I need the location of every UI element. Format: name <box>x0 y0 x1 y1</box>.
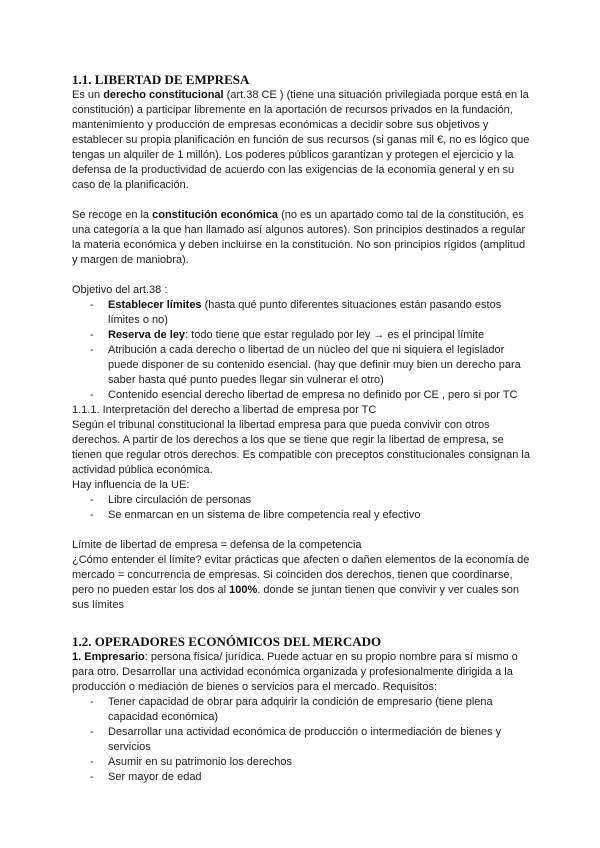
list-item: - Se enmarcan en un sistema de libre competencia real y efectivo <box>90 509 421 521</box>
dash-bullet: - <box>90 389 94 401</box>
document-page <box>72 66 532 785</box>
dash-bullet: - <box>90 726 94 738</box>
dash-bullet: - <box>90 329 94 341</box>
bold-term: constitución económica <box>152 209 279 221</box>
paragraph-constitucion-economica: Se recoge en la constitución económica (no es un apartado como tal de la constitución, es una categoría a la que han llamado así algunos autores). Son principios destinados a regular la materia económica y deben incluirse en la constitución. No son principios rígidos (amplitud y margen de maniobra). <box>72 209 526 266</box>
dash-bullet: - <box>90 299 94 311</box>
dash-bullet: - <box>90 771 94 783</box>
objetivo-label: Objetivo del art.38 : <box>72 284 168 296</box>
subsection-heading-interpretacion: 1.1.1. Interpretación del derecho a libertad de empresa por TC <box>72 404 377 416</box>
dash-bullet: - <box>90 756 94 768</box>
dash-bullet: - <box>90 696 94 708</box>
ue-list <box>72 493 532 523</box>
list-item: - Contenido esencial derecho libertad de empresa no definido por CE , pero si por TC <box>90 389 518 401</box>
paragraph-como-entender: ¿Cómo entender el límite? evitar prácticas que afecten o dañen elementos de la economía de mercado = concurrencia de empresas. Si coinciden dos derechos, tienen que coordinarse, pero no pueden estar los dos al 100%. donde se juntan tienen que convivir y ver cuales son sus límites <box>72 554 530 611</box>
limite-line: Límite de libertad de empresa = defensa de la competencia <box>72 539 362 551</box>
requisitos-list <box>72 695 532 785</box>
paragraph-tribunal-constitucional: Según el tribunal constitucional la libertad empresa para que pueda convivir con otros derechos. A partir de los derechos a los que se tiene que regir la libertad de empresa, se tienen que regular otros derechos. Es compatible con preceptos constitucionales consignan la actividad pública económica. <box>72 419 530 476</box>
list-item: - Ser mayor de edad <box>90 771 202 783</box>
list-item: - Libre circulación de personas <box>90 494 252 506</box>
list-item: - Desarrollar una actividad económica de producción o intermediación de bienes y servicios <box>90 726 502 753</box>
bold-term: 1. Empresario <box>72 651 145 663</box>
section-heading-operadores: 1.2. OPERADORES ECONÓMICOS DEL MERCADO <box>72 634 382 649</box>
bold-term: derecho constitucional <box>103 89 224 101</box>
objetivo-list <box>72 298 532 403</box>
list-item: - Atribución a cada derecho o libertad de un núcleo del que ni siquiera el legislador puede disponer de su contenido esencial. (hay que definir muy bien un derecho para saber hasta qué punto puedes llegar sin vulnerar el otro) <box>90 344 521 386</box>
paragraph-empresario: 1. Empresario: persona física/ jurídica. Puede actuar en su propio nombre para sí mismo o para otro. Desarrollar una actividad económica organizada y profesionalmente dirigida a la producción o mediación de bienes o servicios para el mercado. Requisitos: <box>72 651 518 693</box>
dash-bullet: - <box>90 509 94 521</box>
list-item: - Reserva de ley: todo tiene que estar regulado por ley → es el principal límite <box>90 329 485 341</box>
list-item: - Tener capacidad de obrar para adquirir la condición de empresario (tiene plena capacidad económica) <box>90 696 493 723</box>
dash-bullet: - <box>90 494 94 506</box>
list-item: - Asumir en su patrimonio los derechos <box>90 756 293 768</box>
list-item: - Establecer límites (hasta qué punto diferentes situaciones están pasando estos límites o no) <box>90 299 502 326</box>
dash-bullet: - <box>90 344 94 356</box>
ue-intro: Hay influencia de la UE: <box>72 479 190 491</box>
section-heading-libertad-empresa: 1.1. LIBERTAD DE EMPRESA <box>72 72 250 87</box>
paragraph-derecho-constitucional: Es un derecho constitucional (art.38 CE ) (tiene una situación privilegiada porque está en la constitución) a participar libremente en la aportación de recursos privados en la fundación, mantenimiento y producción de empresas económicas a decidir sobre sus objetivos y establecer su propia planificación en función de sus recursos (si ganas mil €, no es lógico que tengas un alquiler de 1 millón). Los poderes públicos garantizan y protegen el ejercicio y la defensa de la productividad de acuerdo con las exigencias de la economía general y en su caso de la planificación. <box>72 89 530 191</box>
